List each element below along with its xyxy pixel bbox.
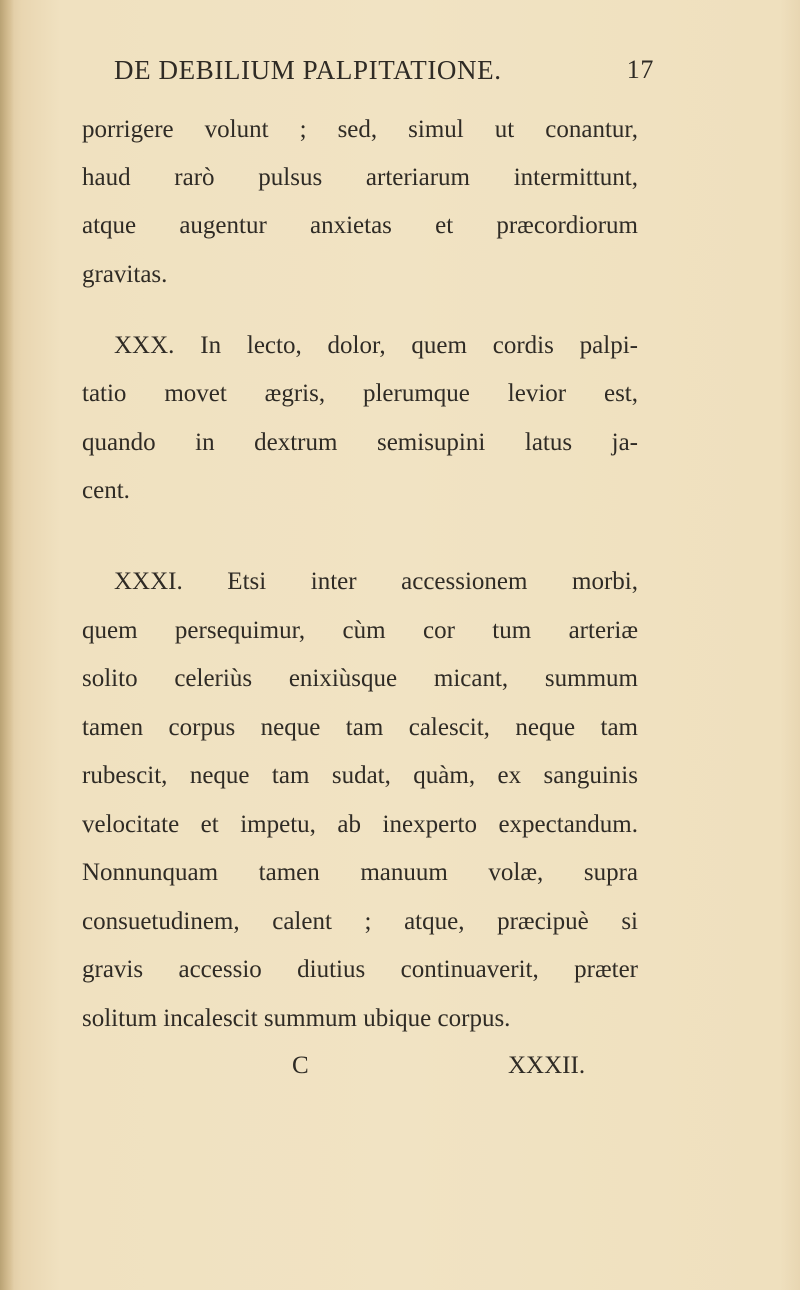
text-line: quando in dextrum semisupini latus ja- [82,429,638,456]
page-gutter-shadow [0,0,14,1290]
text-line: XXXI. Etsi inter accessionem morbi, [114,568,638,595]
text-line: porrigere volunt ; sed, simul ut conantur, [82,116,638,143]
text-line: solito celeriùs enixiùsque micant, summum [82,665,638,692]
signature-mark: C [292,1052,309,1079]
text-line: haud rarò pulsus arteriarum intermittunt, [82,164,638,191]
text-line: gravis accessio diutius continuaverit, præter [82,956,638,983]
text-line: tatio movet ægris, plerumque levior est, [82,380,638,407]
text-line: consuetudinem, calent ; atque, præcipuè si [82,908,638,935]
text-line: tamen corpus neque tam calescit, neque tam [82,714,638,741]
page-number: 17 [626,55,654,84]
text-line: velocitate et impetu, ab inexperto expectandum. [82,811,638,838]
text-line: rubescit, neque tam sudat, quàm, ex sanguinis [82,762,638,789]
text-line: cent. [82,477,130,504]
text-line: gravitas. [82,261,168,288]
catchword: XXXII. [508,1052,586,1079]
text-line: atque augentur anxietas et præcordiorum [82,212,638,239]
running-head-title: DE DEBILIUM PALPITATIONE. [114,55,502,85]
text-line: solitum incalescit summum ubique corpus. [82,1005,511,1032]
running-head [114,50,654,90]
text-line: XXX. In lecto, dolor, quem cordis palpi- [114,332,638,359]
text-line: quem persequimur, cùm cor tum arteriæ [82,617,638,644]
text-line: Nonnunquam tamen manuum volæ, supra [82,859,638,886]
